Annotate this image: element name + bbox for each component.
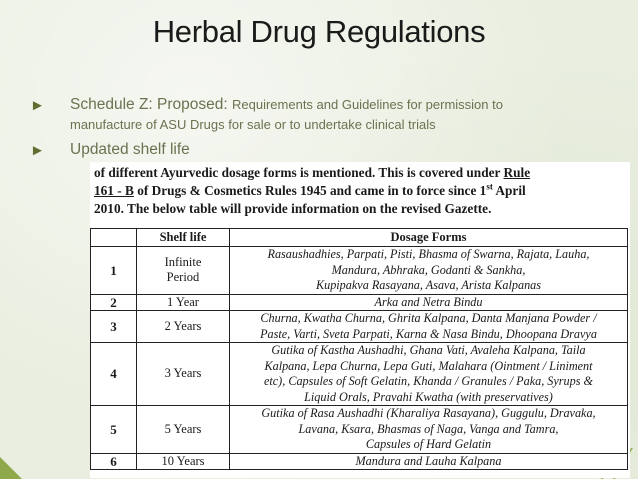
header-shelf-life: Shelf life (137, 229, 230, 247)
bullet-1-lead: Schedule Z: Proposed: (70, 96, 232, 113)
row-number: 4 (91, 343, 137, 406)
row-shelf-life: 3 Years (137, 343, 230, 406)
slide-title: Herbal Drug Regulations (152, 14, 486, 49)
row-dosage-forms (230, 453, 628, 470)
table-row (91, 343, 628, 406)
row-shelf-life: 1 Year (137, 294, 230, 311)
excerpt-line-1 (94, 164, 624, 182)
table-row (91, 247, 628, 295)
row-shelf-life: 2 Years (137, 311, 230, 343)
bullet-2-text: Updated shelf life (70, 141, 190, 158)
row-number: 1 (91, 247, 137, 295)
row-dosage-forms (230, 406, 628, 454)
table-row (91, 453, 628, 470)
row-number: 3 (91, 311, 137, 343)
shelf-life-line: Infinite (164, 254, 202, 269)
dosage-line: Kupipakva Rasayana, Asava, Arista Kalpanas (315, 278, 542, 292)
excerpt-text: of different Ayurvedic dosage forms is mentioned. This is covered under (94, 165, 504, 180)
corner-decoration (0, 457, 22, 479)
scanned-gazette-excerpt (90, 162, 630, 478)
dosage-line: Paste, Varti, Sveta Parpati, Karna & Nasa Bindu, Dhoopana Dravya (260, 326, 597, 341)
row-shelf-life: 5 Years (137, 406, 230, 454)
dosage-line: Gutika of Rasa Aushadhi (Kharaliya Rasayana), Guggulu, Dravaka, (261, 406, 596, 420)
dosage-line: Liquid Orals, Pravahi Kwatha (with preservatives) (304, 389, 553, 404)
row-dosage-forms (230, 294, 628, 311)
row-shelf-life (137, 247, 230, 295)
table-row (91, 294, 628, 311)
bullet-1-line-1 (70, 96, 503, 114)
dosage-line: Capsules of Hard Gelatin (365, 437, 492, 451)
ordinal-suffix: st (486, 181, 493, 192)
dosage-line: Mandura, Abhraka, Godanti & Sankha, (331, 262, 526, 277)
dosage-line: Rasaushadhies, Parpati, Pisti, Bhasma of Swarna, Rajata, Lauha, (267, 247, 590, 261)
row-dosage-forms (230, 247, 628, 295)
dosage-line: Gutika of Kastha Aushadhi, Ghana Vati, Avaleha Kalpana, Taila (271, 343, 586, 357)
right-arrow-bullet-icon: ► (30, 97, 45, 114)
header-dosage-forms: Dosage Forms (230, 229, 628, 247)
dosage-line: Mandura and Lauha Kalpana (355, 453, 502, 468)
bullet-1-line-2: manufacture of ASU Drugs for sale or to undertake clinical trials (70, 117, 436, 132)
bullet-1-rest: Requirements and Guidelines for permission to (232, 97, 503, 112)
row-dosage-forms (230, 311, 628, 343)
shelf-life-line: Period (166, 270, 200, 285)
row-dosage-forms (230, 343, 628, 406)
dosage-line: Arka and Netra Bindu (374, 294, 483, 309)
rule-number-text: 161 - B (94, 183, 134, 198)
shelf-life-table (90, 228, 628, 470)
dosage-line: etc), Capsules of Soft Gelatin, Khanda / Granules / Paka, Syrups & (263, 374, 594, 388)
table-row (91, 311, 628, 343)
dosage-line: Lavana, Ksara, Bhasmas of Naga, Vanga and Tamra, (298, 421, 559, 436)
rule-link-text: Rule (503, 165, 531, 180)
dosage-line: Churna, Kwatha Churna, Ghrita Kalpana, Danta Manjana Powder / (260, 311, 597, 325)
table-header-row (91, 229, 628, 247)
excerpt-line-3: 2010. The below table will provide information on the revised Gazette. (94, 201, 492, 216)
right-arrow-bullet-icon: ► (30, 142, 45, 159)
row-number: 5 (91, 406, 137, 454)
table-row (91, 406, 628, 454)
excerpt-text: of Drugs & Cosmetics Rules 1945 and came in to force since 1 (133, 183, 487, 198)
header-number (91, 229, 137, 247)
row-number: 6 (91, 453, 137, 470)
row-number: 2 (91, 294, 137, 311)
row-shelf-life: 10 Years (137, 453, 230, 470)
dosage-line: Kalpana, Lepa Churna, Lepa Guti, Malahara (Ointment / Liniment (264, 358, 593, 373)
excerpt-text: April (492, 183, 526, 198)
excerpt-line-2 (94, 182, 624, 200)
